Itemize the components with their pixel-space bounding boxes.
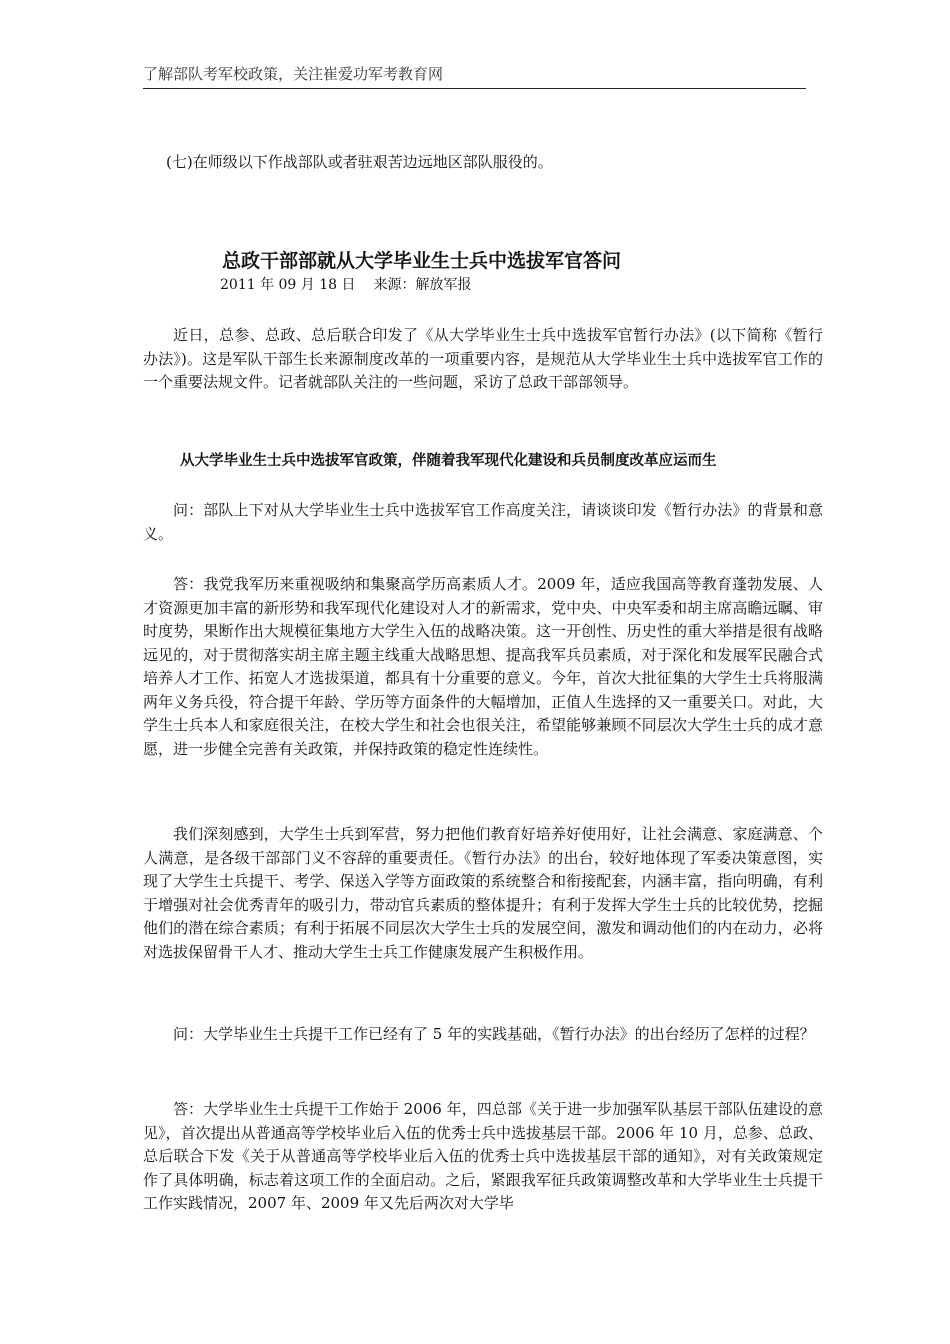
page-header [143,64,806,89]
question-2: 问：大学毕业生士兵提干工作已经有了 5 年的实践基础，《暂行办法》的出台经历了怎样的过程？ [173,1025,815,1043]
question-1: 问：部队上下对从大学毕业生士兵中选拔军官工作高度关注，请谈谈印发《暂行办法》的背景和意义。 [143,501,823,543]
header-text: 了解部队考军校政策，关注崔爱功军考教育网 [143,65,444,83]
article-date: 2011 年 09 月 18 日 [220,277,356,293]
carryover-line: (七)在师级以下作战部队或者驻艰苦边远地区部队服役的。 [166,153,553,171]
article-source: 来源：解放军报 [373,277,472,293]
answer-1: 答：我党我军历来重视吸纳和集聚高学历高素质人才。2009 年，适应我国高等教育蓬勃发展、人才资源更加丰富的新形势和我军现代化建设对人才的新需求，党中央、中央军委和胡主席高瞻远瞩、审时度势，果断作出大规模征集地方大学生入伍的战略决策。这一开创性、历史性的重大举措是很有战略远见的，对于贯彻落实胡主席主题主线重大战略思想、提高我军兵员素质，对于深化和发展军民融合式培养人才工作、拓宽人才选拔渠道，都具有十分重要的意义。今年，首次大批征集的大学生士兵将服满两年义务兵役，符合提干年龄、学历等方面条件的大幅增加，正值人生选择的又一重要关口。对此，大学生士兵本人和家庭很关注，在校大学生和社会也很关注，希望能够兼顾不同层次大学生士兵的成才意愿，进一步健全完善有关政策，并保持政策的稳定性连续性。 [143,575,823,758]
intro-paragraph: 近日，总参、总政、总后联合印发了《从大学毕业生士兵中选拔军官暂行办法》(以下简称《暂行办法》)。这是军队干部生长来源制度改革的一项重要内容，是规范从大学毕业生士兵中选拔军官工作的一个重要法规文件。记者就部队关注的一些问题，采访了总政干部部领导。 [143,326,823,391]
article-title: 总政干部部就从大学毕业生士兵中选拔军官答问 [222,250,622,272]
article-meta [220,275,472,295]
answer-2: 答：大学毕业生士兵提干工作始于 2006 年，四总部《关于进一步加强军队基层干部队伍建设的意见》，首次提出从普通高等学校毕业后入伍的优秀士兵中选拔基层干部。2006 年 10 月，总参、总政、总后联合下发《关于从普通高等学校毕业后入伍的优秀士兵中选拔基层干部的通知》，对有关政策规定作了具体明确，标志着这项工作的全面启动。之后，紧跟我军征兵政策调整改革和大学毕业生士兵提干工作实践情况，2007 年、2009 年又先后两次对大学毕 [143,1100,823,1212]
paragraph-2: 我们深刻感到，大学生士兵到军营，努力把他们教育好培养好使用好，让社会满意、家庭满意、个人满意，是各级干部部门义不容辞的重要责任。《暂行办法》的出台，较好地体现了军委决策意图，实现了大学生士兵提干、考学、保送入学等方面政策的系统整合和衔接配套，内涵丰富，指向明确，有利于增强对社会优秀青年的吸引力，带动官兵素质的整体提升；有利于发挥大学生士兵的比较优势，挖掘他们的潜在综合素质；有利于拓展不同层次大学生士兵的发展空间，激发和调动他们的内在动力，必将对选拔保留骨干人才、推动大学生士兵工作健康发展产生积极作用。 [143,825,823,961]
section-heading: 从大学毕业生士兵中选拔军官政策，伴随着我军现代化建设和兵员制度改革应运而生 [180,453,717,469]
